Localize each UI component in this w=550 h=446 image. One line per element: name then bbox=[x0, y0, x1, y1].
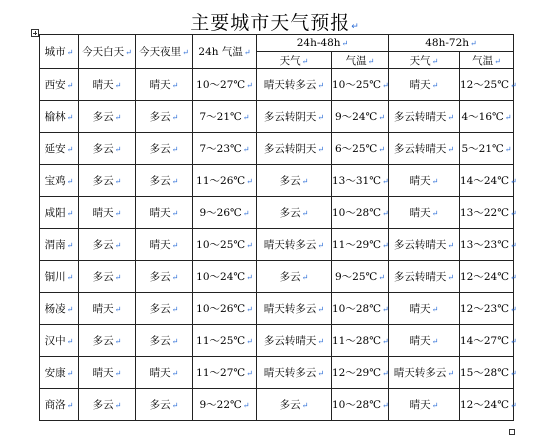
cell-weather-72h: 晴天转多云↵ bbox=[389, 357, 460, 389]
cell-weather-48h: 多云转阴天↵ bbox=[257, 133, 332, 165]
cell-weather-72h: 多云转晴天↵ bbox=[389, 133, 460, 165]
cell-temp-72h: 14～27℃↵ bbox=[460, 325, 514, 357]
cell-temp-72h: 12～24℃↵ bbox=[460, 261, 514, 293]
cell-weather-48h: 晴天转多云↵ bbox=[257, 69, 332, 101]
cell-city: 延安↵ bbox=[40, 133, 79, 165]
table-row bbox=[40, 389, 514, 421]
table-row bbox=[40, 165, 514, 197]
cell-weather-48h: 多云↵ bbox=[257, 261, 332, 293]
cell-temp-72h: 5～21℃↵ bbox=[460, 133, 514, 165]
cell-temp-48h: 10～28℃↵ bbox=[332, 389, 389, 421]
cell-city: 渭南↵ bbox=[40, 229, 79, 261]
cell-weather-72h: 晴天↵ bbox=[389, 293, 460, 325]
header-temp-72: 气温↵ bbox=[460, 52, 514, 69]
cell-weather-72h: 晴天↵ bbox=[389, 197, 460, 229]
page-title: 主要城市天气预报↵ bbox=[190, 12, 360, 34]
cell-night: 晴天↵ bbox=[136, 357, 193, 389]
cell-night: 多云↵ bbox=[136, 389, 193, 421]
cell-temp-24h: 11～26℃↵ bbox=[193, 165, 257, 197]
cell-city: 咸阳↵ bbox=[40, 197, 79, 229]
table-row bbox=[40, 293, 514, 325]
cell-temp-72h: 13～23℃↵ bbox=[460, 229, 514, 261]
table-row bbox=[40, 197, 514, 229]
cell-temp-48h: 11～28℃↵ bbox=[332, 325, 389, 357]
table-row bbox=[40, 69, 514, 101]
header-city: 城市↵ bbox=[40, 35, 79, 69]
cell-temp-24h: 9～26℃↵ bbox=[193, 197, 257, 229]
header-temp-48: 气温↵ bbox=[332, 52, 389, 69]
header-weather-48: 天气↵ bbox=[257, 52, 332, 69]
cell-night: 晴天↵ bbox=[136, 197, 193, 229]
cell-city: 铜川↵ bbox=[40, 261, 79, 293]
cell-night: 晴天↵ bbox=[136, 69, 193, 101]
cell-night: 多云↵ bbox=[136, 165, 193, 197]
cell-city: 杨凌↵ bbox=[40, 293, 79, 325]
cell-temp-24h: 10～27℃↵ bbox=[193, 69, 257, 101]
cell-night: 晴天↵ bbox=[136, 229, 193, 261]
cell-temp-72h: 13～22℃↵ bbox=[460, 197, 514, 229]
cell-temp-72h: 12～23℃↵ bbox=[460, 293, 514, 325]
cell-temp-72h: 12～24℃↵ bbox=[460, 389, 514, 421]
cell-temp-24h: 10～24℃↵ bbox=[193, 261, 257, 293]
cell-day: 晴天↵ bbox=[79, 197, 136, 229]
cell-city: 宝鸡↵ bbox=[40, 165, 79, 197]
cell-temp-72h: 15～28℃↵ bbox=[460, 357, 514, 389]
table-move-handle-icon[interactable] bbox=[31, 29, 39, 37]
cell-day: 多云↵ bbox=[79, 165, 136, 197]
cell-weather-72h: 晴天↵ bbox=[389, 325, 460, 357]
cell-night: 多云↵ bbox=[136, 261, 193, 293]
cell-temp-24h: 7～23℃↵ bbox=[193, 133, 257, 165]
cell-weather-72h: 多云转晴天↵ bbox=[389, 101, 460, 133]
cell-temp-48h: 11～29℃↵ bbox=[332, 229, 389, 261]
table-row bbox=[40, 229, 514, 261]
table-row bbox=[40, 133, 514, 165]
header-24h-temp: 24h 气温↵ bbox=[193, 35, 257, 69]
cell-weather-48h: 晴天转多云↵ bbox=[257, 293, 332, 325]
cell-city: 榆林↵ bbox=[40, 101, 79, 133]
cell-city: 安康↵ bbox=[40, 357, 79, 389]
cell-temp-48h: 12～29℃↵ bbox=[332, 357, 389, 389]
weather-table bbox=[39, 34, 517, 421]
cell-weather-72h: 晴天↵ bbox=[389, 389, 460, 421]
cell-day: 晴天↵ bbox=[79, 69, 136, 101]
cell-day: 晴天↵ bbox=[79, 357, 136, 389]
cell-day: 多云↵ bbox=[79, 389, 136, 421]
cell-weather-48h: 多云转阴天↵ bbox=[257, 101, 332, 133]
cell-day: 多云↵ bbox=[79, 325, 136, 357]
header-weather-72: 天气↵ bbox=[389, 52, 460, 69]
table-row bbox=[40, 325, 514, 357]
cell-day: 多云↵ bbox=[79, 101, 136, 133]
cell-weather-72h: 晴天↵ bbox=[389, 165, 460, 197]
cell-weather-48h: 晴天转多云↵ bbox=[257, 229, 332, 261]
cell-weather-48h: 多云↵ bbox=[257, 197, 332, 229]
cell-weather-48h: 多云转晴天↵ bbox=[257, 325, 332, 357]
table-row bbox=[40, 101, 514, 133]
cell-temp-48h: 10～28℃↵ bbox=[332, 293, 389, 325]
cell-weather-72h: 多云转晴天↵ bbox=[389, 261, 460, 293]
cell-night: 多云↵ bbox=[136, 101, 193, 133]
cell-temp-24h: 10～25℃↵ bbox=[193, 229, 257, 261]
cell-day: 晴天↵ bbox=[79, 293, 136, 325]
cell-weather-48h: 多云↵ bbox=[257, 165, 332, 197]
cell-weather-72h: 晴天↵ bbox=[389, 69, 460, 101]
cell-temp-24h: 7～21℃↵ bbox=[193, 101, 257, 133]
cell-temp-48h: 9～24℃↵ bbox=[332, 101, 389, 133]
cell-temp-48h: 10～28℃↵ bbox=[332, 197, 389, 229]
cell-temp-24h: 11～25℃↵ bbox=[193, 325, 257, 357]
table-resize-handle[interactable] bbox=[509, 429, 515, 435]
table-row bbox=[40, 357, 514, 389]
header-today-day: 今天白天↵ bbox=[79, 35, 136, 69]
table-row bbox=[40, 261, 514, 293]
cell-temp-24h: 10～26℃↵ bbox=[193, 293, 257, 325]
cell-temp-72h: 4～16℃↵ bbox=[460, 101, 514, 133]
cell-city: 西安↵ bbox=[40, 69, 79, 101]
cell-day: 多云↵ bbox=[79, 261, 136, 293]
cell-weather-48h: 多云↵ bbox=[257, 389, 332, 421]
cell-night: 多云↵ bbox=[136, 133, 193, 165]
cell-temp-48h: 9～25℃↵ bbox=[332, 261, 389, 293]
header-group-48-72: 48h-72h↵ bbox=[389, 35, 514, 52]
cell-city: 商洛↵ bbox=[40, 389, 79, 421]
cell-temp-24h: 9～22℃↵ bbox=[193, 389, 257, 421]
cell-city: 汉中↵ bbox=[40, 325, 79, 357]
cell-temp-24h: 11～27℃↵ bbox=[193, 357, 257, 389]
cell-temp-48h: 13～31℃↵ bbox=[332, 165, 389, 197]
header-group-24-48: 24h-48h↵ bbox=[257, 35, 389, 52]
cell-day: 多云↵ bbox=[79, 229, 136, 261]
cell-temp-48h: 6～25℃↵ bbox=[332, 133, 389, 165]
cell-night: 多云↵ bbox=[136, 325, 193, 357]
cell-temp-48h: 10～25℃↵ bbox=[332, 69, 389, 101]
cell-weather-48h: 晴天转多云↵ bbox=[257, 357, 332, 389]
cell-day: 多云↵ bbox=[79, 133, 136, 165]
cell-temp-72h: 12～25℃↵ bbox=[460, 69, 514, 101]
paragraph-mark: ↵ bbox=[351, 22, 360, 32]
cell-night: 多云↵ bbox=[136, 293, 193, 325]
header-tonight: 今天夜里↵ bbox=[136, 35, 193, 69]
cell-temp-72h: 14～24℃↵ bbox=[460, 165, 514, 197]
cell-weather-72h: 多云转晴天↵ bbox=[389, 229, 460, 261]
